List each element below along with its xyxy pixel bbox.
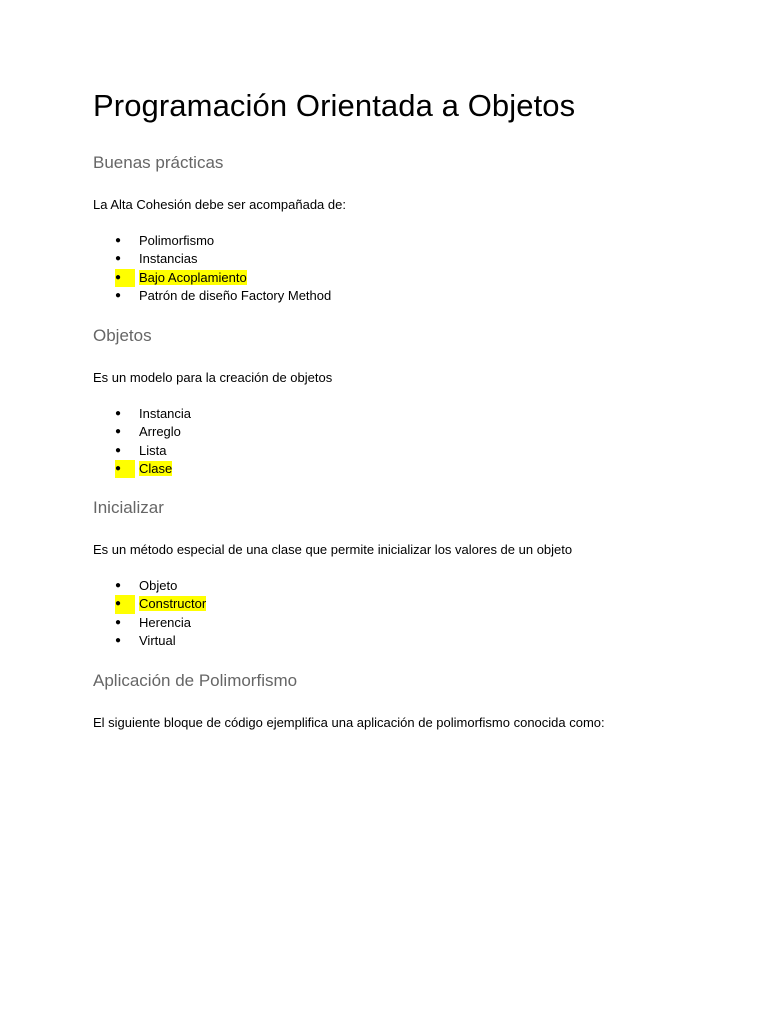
section-text-inicializar: Es un método especial de una clase que permite inicializar los valores de un objeto (93, 542, 573, 557)
section-heading-buenas-practicas: Buenas prácticas (93, 153, 224, 172)
section-text-objetos: Es un modelo para la creación de objetos (93, 370, 333, 385)
bullet-icon: ● (115, 580, 122, 591)
bullet-icon: ● (115, 269, 135, 287)
section-text-aplicacion-polimorfismo: El siguiente bloque de código ejemplifica una aplicación de polimorfismo conocida como: (93, 715, 605, 730)
highlighted-text: Bajo Acoplamiento (139, 269, 247, 285)
document-page (93, 86, 733, 730)
bullet-icon: ● (115, 460, 135, 478)
section-heading-inicializar: Inicializar (93, 498, 164, 517)
list-item: ● Lista (93, 442, 191, 460)
section-heading-aplicacion-polimorfismo: Aplicación de Polimorfismo (93, 671, 298, 690)
section-text-buenas-practicas: La Alta Cohesión debe ser acompañada de: (93, 197, 346, 212)
list-item: ● Objeto (93, 577, 206, 595)
list-item-highlighted (93, 269, 331, 287)
bullet-icon: ● (115, 253, 122, 265)
bullet-icon: ● (115, 235, 122, 246)
list-item-highlighted (93, 595, 206, 613)
list-item: ● Arreglo (93, 423, 191, 441)
list-item: ● Instancia (93, 405, 191, 423)
bullet-list-buenas-practicas (93, 232, 331, 305)
highlighted-text: Constructor (139, 596, 207, 612)
highlighted-text: Clase (139, 460, 173, 476)
bullet-icon: ● (115, 289, 122, 301)
bullet-icon: ● (115, 634, 122, 646)
list-item: ● Virtual (93, 632, 206, 650)
bullet-icon: ● (115, 595, 135, 613)
bullet-icon: ● (115, 616, 122, 628)
list-item: ● Instancias (93, 250, 331, 268)
bullet-list-objetos (93, 405, 191, 478)
bullet-icon: ● (115, 408, 122, 419)
document-title: Programación Orientada a Objetos (93, 88, 576, 123)
section-heading-objetos: Objetos (93, 326, 152, 345)
list-item-highlighted (93, 460, 191, 478)
list-item: ● Patrón de diseño Factory Method (93, 287, 331, 305)
bullet-list-inicializar (93, 577, 206, 650)
bullet-icon: ● (115, 426, 122, 438)
bullet-icon: ● (115, 444, 122, 456)
list-item: ● Polimorfismo (93, 232, 331, 250)
list-item: ● Herencia (93, 614, 206, 632)
